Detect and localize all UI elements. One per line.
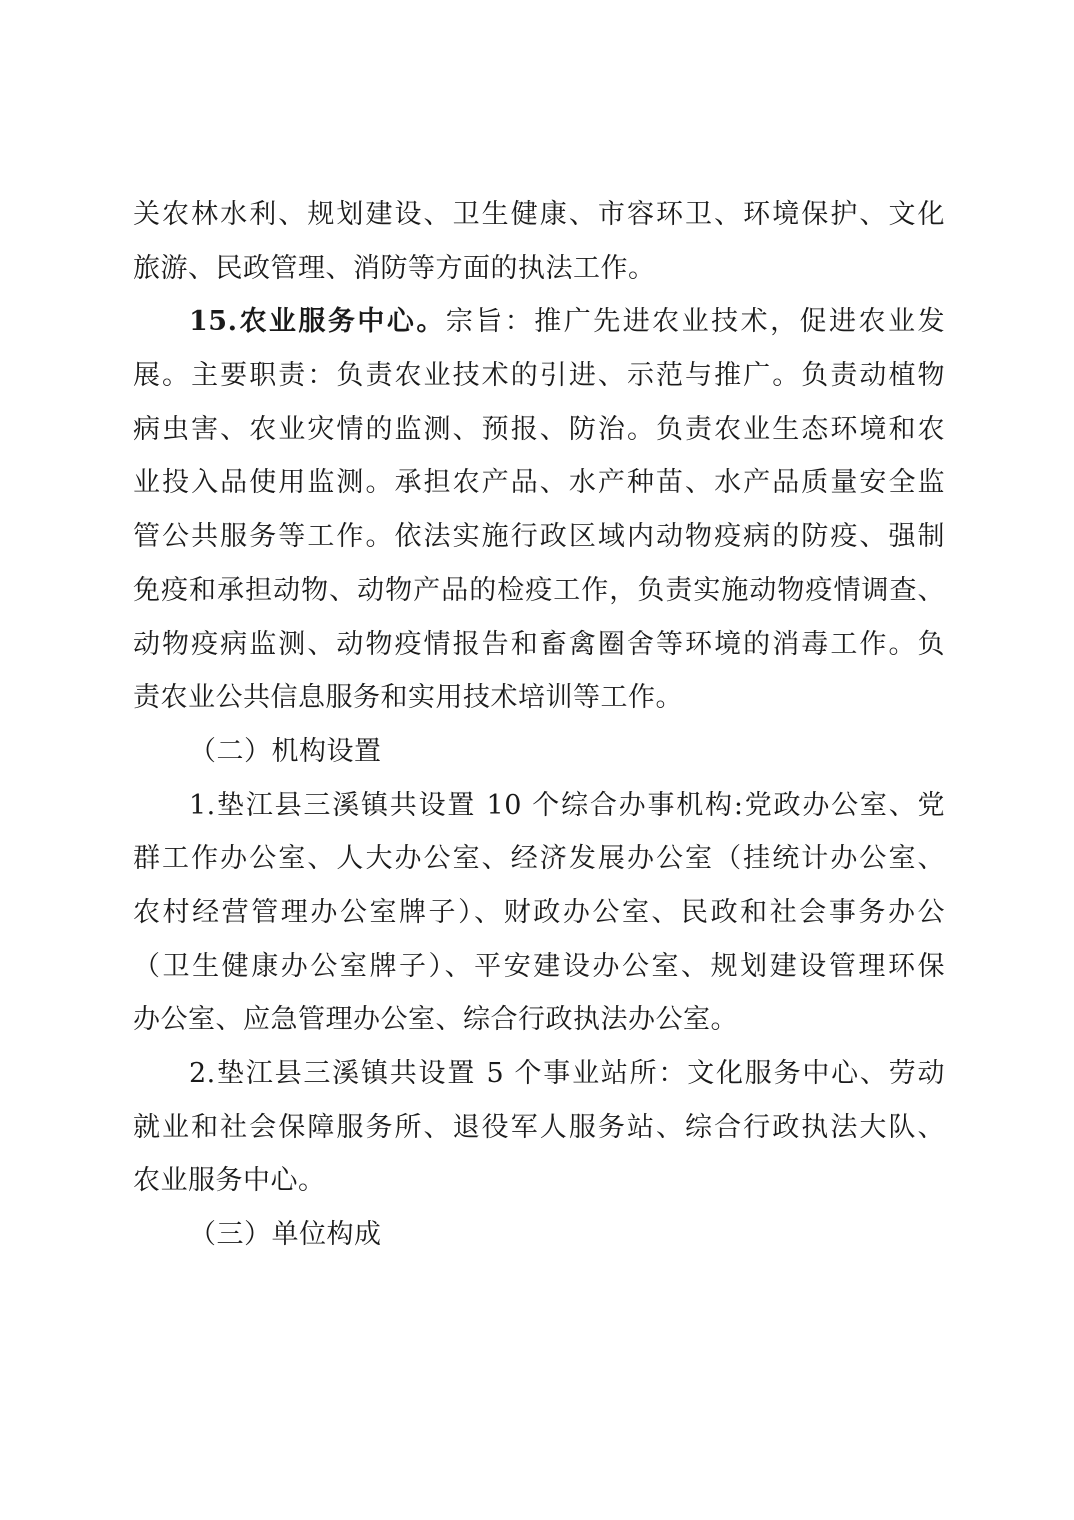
section-heading: （三）单位构成 xyxy=(189,1219,382,1251)
text-line: 动物疫病监测、动物疫情报告和畜禽圈舍等环境的消毒工作。负 xyxy=(133,628,945,660)
document-page xyxy=(133,188,945,1262)
paragraph-15-first-line xyxy=(133,295,945,349)
text-line: 农业服务中心。 xyxy=(133,1165,326,1197)
text-line: 病虫害、农业灾情的监测、预报、防治。负责农业生态环境和农 xyxy=(133,413,945,445)
text-line: 1.垫江县三溪镇共设置 10 个综合办事机构:党政办公室、党 xyxy=(189,789,945,821)
text-line: 责农业公共信息服务和实用技术培训等工作。 xyxy=(133,682,683,714)
text-line: 旅游、民政管理、消防等方面的执法工作。 xyxy=(133,252,656,284)
text-line: 关农林水利、规划建设、卫生健康、市容环卫、环境保护、文化 xyxy=(133,199,945,230)
text-line: 农村经营管理办公室牌子）、财政办公室、民政和社会事务办公 xyxy=(133,896,945,928)
text-line: （卫生健康办公室牌子）、平安建设办公室、规划建设管理环保 xyxy=(133,950,945,982)
text-line: 办公室、应急管理办公室、综合行政执法办公室。 xyxy=(133,1004,738,1036)
text-line: 就业和社会保障服务所、退役军人服务站、综合行政执法大队、 xyxy=(133,1111,945,1143)
text-line: 免疫和承担动物、动物产品的检疫工作，负责实施动物疫情调查、 xyxy=(133,574,945,606)
section-heading: （二）机构设置 xyxy=(189,735,382,767)
text-span: 宗旨：推广先进农业技术，促进农业发 xyxy=(445,306,945,338)
text-line: 业投入品使用监测。承担农产品、水产种苗、水产品质量安全监 xyxy=(133,467,945,499)
text-line: 展。主要职责：负责农业技术的引进、示范与推广。负责动植物 xyxy=(133,360,945,392)
text-line: 群工作办公室、人大办公室、经济发展办公室（挂统计办公室、 xyxy=(133,843,945,875)
section-title: 15.农业服务中心。 xyxy=(189,306,446,338)
text-line: 2.垫江县三溪镇共设置 5 个事业站所：文化服务中心、劳动 xyxy=(189,1058,945,1089)
text-line: 管公共服务等工作。依法实施行政区域内动物疫病的防疫、强制 xyxy=(133,521,945,553)
